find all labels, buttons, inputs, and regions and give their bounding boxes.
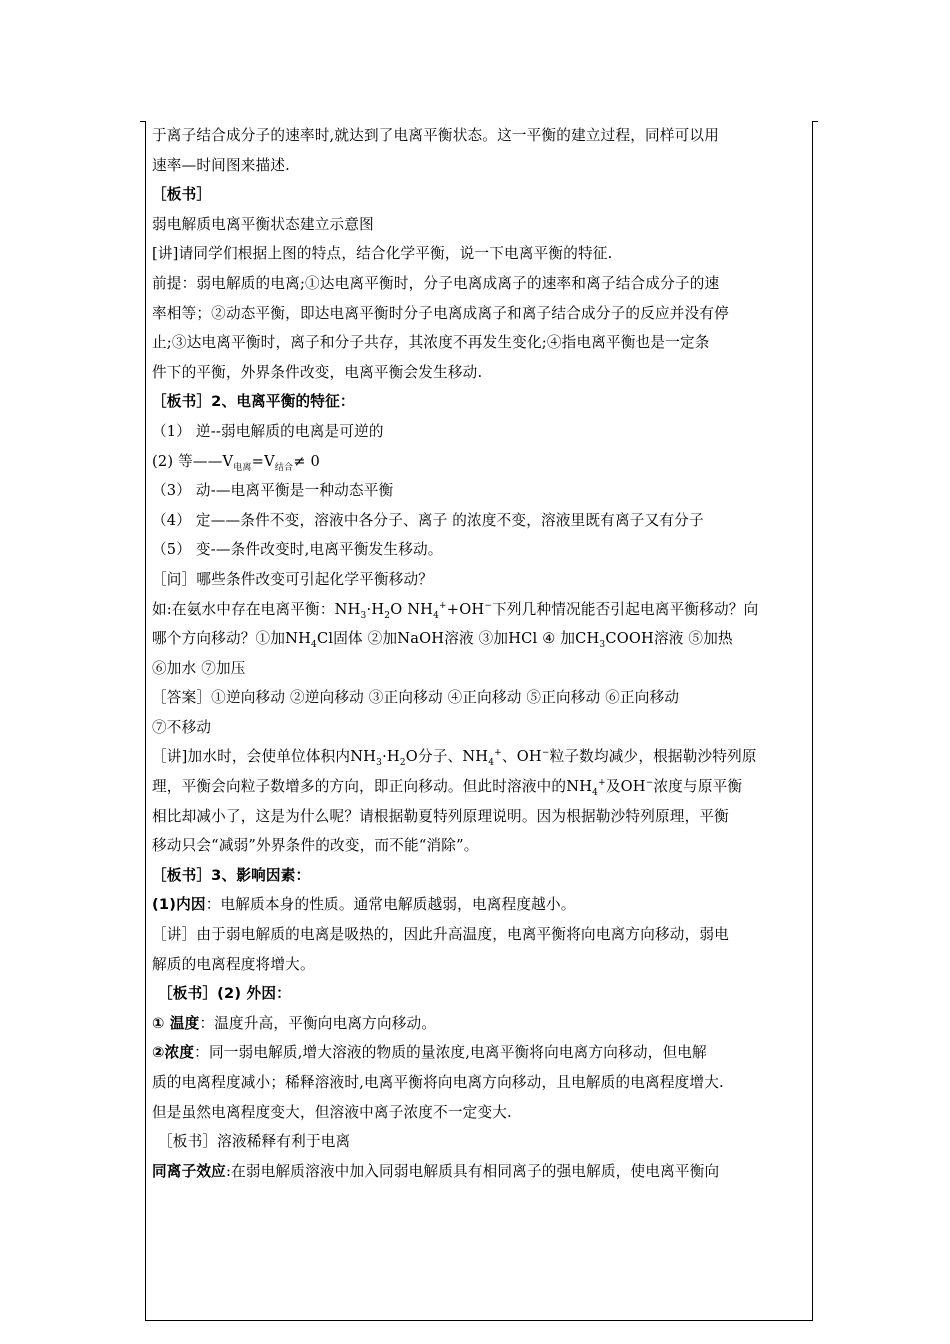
text-line: 率相等；②动态平衡，即达电离平衡时分子电离成离子和离子结合成分子的反应并没有停 <box>152 304 729 322</box>
text-span: ：温度升高，平衡向电离方向移动。 <box>199 1014 437 1032</box>
superscript: + <box>598 778 606 789</box>
text-span: ≠ 0 <box>293 452 320 470</box>
text-line: 相比却减小了，这是为什么呢？请根据勒夏特列原理说明。因为根据勒沙特列原理，平衡 <box>152 807 729 825</box>
text-line: 弱电解质电离平衡状态建立示意图 <box>152 215 374 233</box>
text-span: ·H <box>366 600 385 618</box>
subscript: 2 <box>384 610 391 621</box>
text-line: ［答案］①逆向移动 ②逆向移动 ③正向移动 ④正向移动 ⑤正向移动 ⑥正向移动 <box>152 689 680 707</box>
text-line: 速率—时间图来描述. <box>152 156 290 174</box>
text-line: 于离子结合成分子的速率时,就达到了电离平衡状态。这一平衡的建立过程，同样可以用 <box>152 127 720 144</box>
text-line <box>152 595 807 625</box>
text-line: ［问］哪些条件改变可引起化学平衡移动？ <box>152 570 434 588</box>
text-line: 但是虽然电离程度变大，但溶液中离子浓度不一定变大. <box>152 1103 512 1121</box>
text-span: Cl固体 ②加NaOH溶液 ③加HCl ④ 加CH <box>316 630 600 648</box>
superscript: − <box>484 600 493 611</box>
list-item: （1） 逆--弱电解质的电离是可逆的 <box>152 422 384 440</box>
subscript: 结合 <box>274 462 294 473</box>
text-line: 止;③达电离平衡时，离子和分子共存，其浓度不再发生变化;④指电离平衡也是一定条 <box>152 334 710 352</box>
text-span: 下列几种情况能否引起电离平衡移动？向 <box>492 600 759 618</box>
text-span: O分子、NH <box>405 748 489 766</box>
list-item: （4） 定——条件不变，溶液中各分子、离子 的浓度不变，溶液里既有离子又有分子 <box>152 511 704 529</box>
text-span: O NH <box>390 600 434 618</box>
text-span: 及OH <box>605 778 646 796</box>
text-span: 浓度与原平衡 <box>653 778 743 796</box>
text-line: 前提：弱电解质的电离;①达电离平衡时，分子电离成离子的速率和离子结合成分子的速 <box>152 274 720 292</box>
table-rule-right <box>812 121 818 122</box>
list-item: （3） 动-—电离平衡是一种动态平衡 <box>152 482 394 500</box>
superscript: − <box>541 748 550 759</box>
text-line <box>152 890 807 920</box>
subscript: 4 <box>488 758 495 769</box>
text-line: 质的电离程度减小；稀释溶液时,电离平衡将向电离方向移动，且电解质的电离程度增大. <box>152 1074 724 1091</box>
text-line: ［讲］由于弱电解质的电离是吸热的，因此升高温度，电离平衡将向电离方向移动，弱电 <box>152 926 729 944</box>
subscript: 3 <box>599 640 606 650</box>
table-rule-left <box>140 121 146 122</box>
board-heading: ［板书］3、影响因素： <box>152 866 311 884</box>
subscript: 电离 <box>233 462 252 473</box>
text-span: 哪个方向移动？①加NH <box>152 630 312 648</box>
text-line: 解质的电离程度将增大。 <box>152 955 315 973</box>
text-span: ：同一弱电解质,增大溶液的物质的量浓度,电离平衡将向电离方向移动，但电解 <box>194 1044 707 1062</box>
text-span: 粒子数均减少，根据勒沙特列原 <box>549 748 757 766</box>
text-span: 如:在氨水中存在电离平衡：NH <box>152 600 361 618</box>
text-line: 移动只会“减弱”外界条件的改变，而不能“消除”。 <box>152 837 479 855</box>
subscript: 4 <box>433 610 440 621</box>
text-span: =V <box>251 452 275 470</box>
text-span: ［讲]加水时，会使单位体积内NH <box>152 748 377 766</box>
subscript: 2 <box>399 758 406 769</box>
list-item <box>152 447 807 477</box>
superscript: − <box>645 778 654 789</box>
subscript: 3 <box>360 610 367 621</box>
subscript: 3 <box>376 758 383 769</box>
text-line <box>152 742 807 772</box>
bold-term: (1)内因 <box>152 896 206 914</box>
text-span: COOH溶液 ⑤加热 <box>605 630 733 648</box>
text-line <box>152 1009 807 1039</box>
text-span: :在弱电解质溶液中加入同弱电解质具有相同离子的强电解质，使电离平衡向 <box>225 1162 720 1180</box>
text-line <box>152 1038 807 1068</box>
text-span: (2) 等——V <box>152 452 234 470</box>
text-line <box>152 1157 807 1187</box>
text-span: NH <box>566 778 593 796</box>
text-line: 件下的平衡，外界条件改变，电离平衡会发生移动. <box>152 363 483 381</box>
bold-term: ① 温度 <box>152 1014 200 1032</box>
text-line: [讲]请同学们根据上图的特点，结合化学平衡，说一下电离平衡的特征. <box>152 245 613 263</box>
text-span: 理，平衡会向粒子数增多的方向，即正向移动。但此时溶液中的 <box>152 778 567 796</box>
board-heading: ［板书］2、电离平衡的特征： <box>152 393 355 411</box>
text-line: ⑥加水 ⑦加压 <box>152 659 246 677</box>
text-span: ·H <box>382 748 400 766</box>
text-line: ［板书］溶液稀释有利于电离 <box>158 1133 351 1151</box>
bold-term: 同离子效应 <box>152 1162 226 1180</box>
text-span: +OH <box>446 600 485 618</box>
board-heading: ［板书］ <box>152 186 212 204</box>
subscript: 4 <box>311 640 317 650</box>
text-span: ：电解质本身的性质。通常电解质越弱，电离程度越小。 <box>205 896 576 914</box>
text-line <box>152 624 807 654</box>
superscript: + <box>439 600 447 611</box>
bold-term: ②浓度 <box>152 1044 195 1062</box>
document-body <box>152 121 807 1186</box>
subscript: 4 <box>592 787 599 798</box>
board-heading: ［板书］(2) 外因： <box>158 985 291 1003</box>
text-line: ⑦不移动 <box>152 718 212 736</box>
list-item: （5） 变-—条件改变时,电离平衡发生移动。 <box>152 541 443 559</box>
text-span: 、OH <box>501 748 542 766</box>
superscript: + <box>494 748 502 759</box>
text-line <box>152 772 807 802</box>
